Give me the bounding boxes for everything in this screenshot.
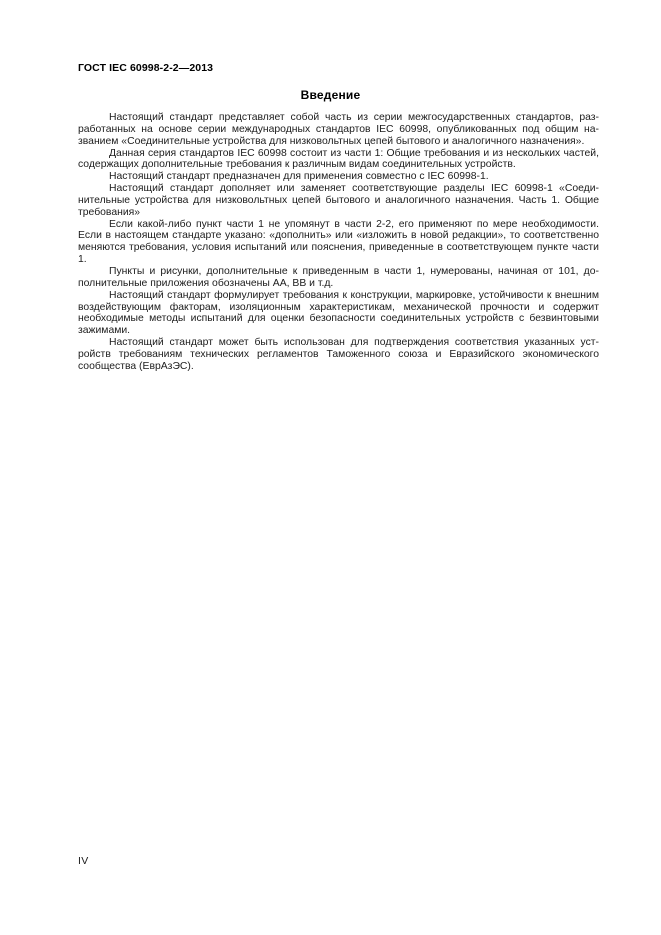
paragraph: Настоящий стандарт представляет собой часть из серии межгосударственных стандартов, разработанных на основе серии международных стандартов IEC 60998, опубликованных под общим названием «Соединительные устройства для низковольтных цепей бытового и аналогичного назначения». [78, 112, 599, 147]
running-head-standard-designation: ГОСТ IEC 60998-2-2—2013 [78, 62, 214, 74]
paragraph: Пункты и рисунки, дополнительные к приведенным в части 1, нумерованы, начиная от 101, дополнительные приложения обозначены АА, ВВ и т.д. [78, 265, 599, 289]
paragraph: Настоящий стандарт формулирует требования к конструкции, маркировке, устойчивости к внешним воздействующим факторам, изоляционным характеристикам, механической прочности и содержит необходимые методы испытаний для оценки безопасности соединительных устройств с безвинтовыми зажимами. [78, 289, 599, 337]
introduction-body [78, 112, 599, 373]
paragraph: Настоящий стандарт предназначен для применения совместно с IEC 60998-1. [109, 171, 489, 183]
paragraph: Настоящий стандарт дополняет или заменяет соответствующие разделы IEC 60998-1 «Соединительные устройства для низковольтных цепей бытового и аналогичного назначения. Часть 1. Общие требования» [78, 183, 599, 218]
paragraph: Данная серия стандартов IEC 60998 состоит из части 1: Общие требования и из нескольких частей, содержащих дополнительные требования к различным видам соединительных устройств. [78, 147, 599, 171]
section-title-vvedenie: Введение [300, 88, 361, 102]
page-number: IV [78, 855, 89, 867]
paragraph: Если какой-либо пункт части 1 не упомянут в части 2-2, его применяют по мере необходимости. Если в настоящем стандарте указано: «дополнить» или «изложить в новой редакции», то соответственно меняются требования, условия испытаний или пояснения, приведенные в соответствующем пункте части 1. [78, 218, 599, 266]
paragraph: Настоящий стандарт может быть использован для подтверждения соответствия указанных устройств требованиям технических регламентов Таможенного союза и Евразийского экономического сообщества (ЕврАзЭС). [78, 337, 599, 372]
